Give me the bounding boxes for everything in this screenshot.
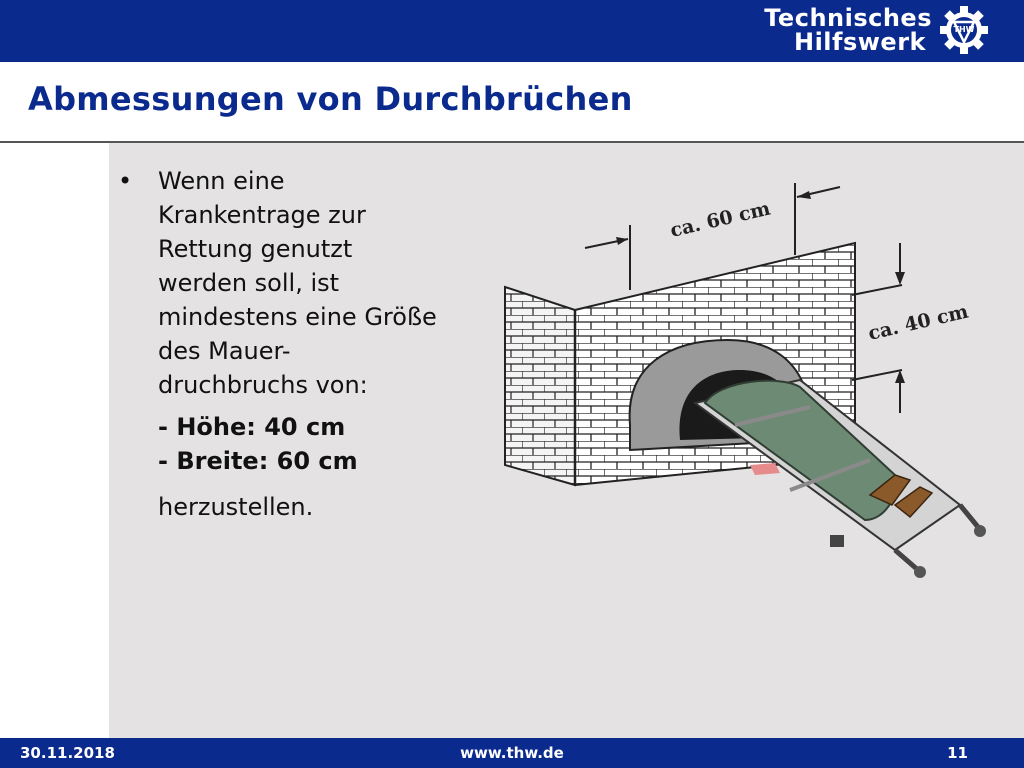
logo-line-1: Technisches — [764, 4, 932, 32]
measurement-height: - Höhe: 40 cm — [158, 413, 346, 441]
closing-text: herzustellen. — [158, 493, 314, 521]
svg-text:THW: THW — [953, 25, 975, 34]
wall-breach-illustration — [500, 175, 990, 585]
bullet-item — [118, 164, 438, 402]
thw-logo — [764, 2, 990, 58]
logo-line-2: Hilfswerk — [793, 28, 926, 56]
measurement-width: - Breite: 60 cm — [158, 447, 358, 475]
footer-bar — [0, 738, 1024, 768]
header-bar — [0, 0, 1024, 62]
body-text — [118, 164, 438, 524]
measurements — [158, 410, 438, 478]
bullet-marker: • — [118, 167, 133, 195]
height-label: ca. 40 cm — [866, 300, 971, 345]
thw-cog-icon — [938, 4, 990, 56]
footer-url: www.thw.de — [460, 744, 564, 762]
page-number: 11 — [947, 744, 968, 762]
footer-date: 30.11.2018 — [20, 744, 115, 762]
width-label: ca. 60 cm — [668, 197, 773, 242]
bullet-text: Wenn eine Krankentrage zur Rettung genutzt werden soll, ist mindestens eine Größe des Mauer-druchbruchs von: — [158, 167, 437, 399]
logo-text — [764, 6, 932, 54]
slide-title: Abmessungen von Durchbrüchen — [28, 80, 633, 118]
